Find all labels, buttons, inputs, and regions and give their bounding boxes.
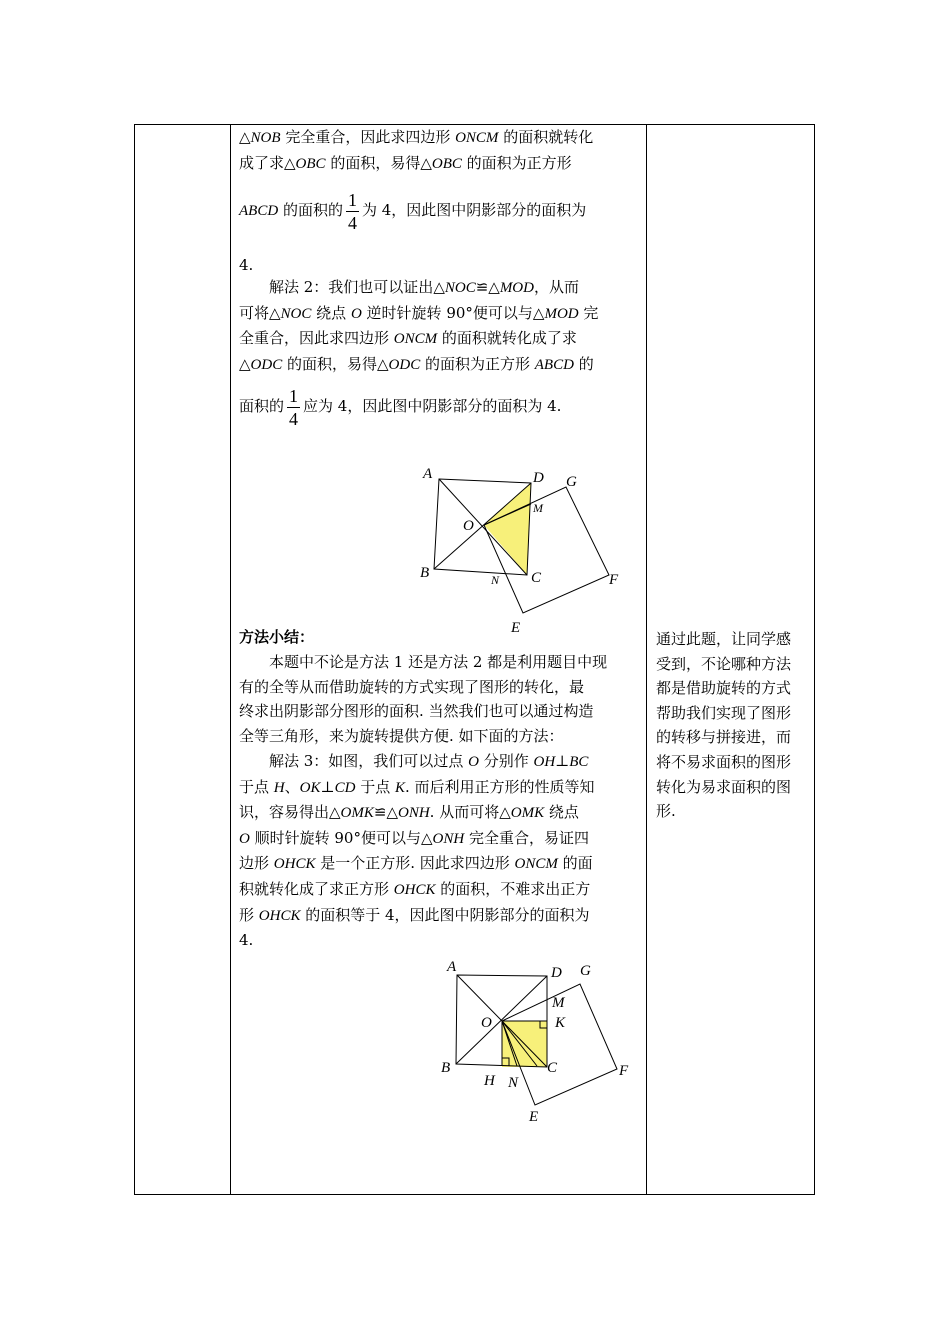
- teaching-note-column: [656, 627, 806, 824]
- text-line: 于点 H、OK⊥CD 于点 K. 而后利用正方形的性质等知: [239, 777, 595, 796]
- column-divider-1: [230, 125, 231, 1194]
- text-line: △ODC 的面积，易得△ODC 的面积为正方形 ABCD 的: [239, 354, 594, 373]
- label-b: B: [441, 1060, 451, 1076]
- geometry-figure-2: [419, 955, 639, 1125]
- text-line: 面积的 $\frac{1}{4}$ 应为 4，因此图中阴影部分的面积为 4.: [239, 385, 562, 429]
- solution-2: [239, 275, 647, 435]
- text-line: 成了求△OBC 的面积，易得△OBC 的面积为正方形: [239, 154, 572, 172]
- label-a: A: [447, 959, 457, 975]
- text-line: 积就转化成了求正方形 OHCK 的面积，不难求出正方: [239, 879, 591, 898]
- label-e: E: [511, 620, 521, 635]
- summary-text: [239, 650, 647, 748]
- label-o: O: [463, 518, 474, 534]
- text-line: 边形 OHCK 是一个正方形. 因此求四边形 ONCM 的面: [239, 854, 593, 873]
- label-f: F: [619, 1063, 629, 1079]
- square-oefg: [484, 487, 609, 613]
- text-line: 解法 3：如图，我们可以过点 O 分别作 OH⊥BC: [269, 752, 589, 770]
- label-a: A: [423, 466, 433, 482]
- text-line: 全重合，因此求四边形 ONCM 的面积就转化成了求: [239, 329, 577, 348]
- label-g: G: [566, 474, 577, 490]
- label-o: O: [481, 1015, 492, 1031]
- label-h: H: [484, 1073, 495, 1089]
- note-line: 受到，不论哪种方法: [656, 654, 792, 673]
- text-line: 全等三角形，来为旋转提供方便. 如下面的方法：: [239, 726, 564, 745]
- label-g: G: [580, 963, 591, 979]
- label-n: N: [508, 1075, 519, 1091]
- label-k: K: [555, 1015, 566, 1031]
- fraction: $\frac{1}{4}$: [289, 385, 299, 429]
- label-d: D: [551, 965, 562, 981]
- label-d: D: [533, 470, 544, 486]
- shaded-region: [484, 483, 531, 575]
- label-c: C: [531, 570, 542, 586]
- note-line: 帮助我们实现了图形: [656, 703, 792, 722]
- text-line: 解法 2：我们也可以证出△NOC≌△MOD，从而: [269, 278, 579, 296]
- geometry-figure-1: [409, 460, 629, 635]
- note-line: 都是借助旋转的方式: [656, 679, 792, 698]
- label-b: B: [420, 565, 430, 581]
- note-line: 形.: [656, 802, 676, 821]
- text-line: 终求出阴影部分图形的面积. 当然我们也可以通过构造: [239, 702, 594, 721]
- label-c: C: [547, 1060, 558, 1076]
- text-line: 4.: [239, 931, 254, 950]
- lesson-table: [134, 124, 815, 1195]
- text-line: 形 OHCK 的面积等于 4，因此图中阴影部分的面积为: [239, 905, 590, 924]
- label-f: F: [609, 572, 619, 588]
- text-line: 4.: [239, 256, 254, 274]
- text-line: △NOB 完全重合，因此求四边形 ONCM 的面积就转化: [239, 128, 594, 146]
- label-e: E: [529, 1109, 539, 1125]
- text-line: 本题中不论是方法 1 还是方法 2 都是利用题目中现: [269, 653, 608, 671]
- note-line: 的转移与拼接进，而: [656, 728, 792, 747]
- text-line: 可将△NOC 绕点 O 逆时针旋转 90°便可以与△MOD 完: [239, 303, 599, 322]
- solution-3: [239, 749, 647, 953]
- note-line: 转化为易求面积的图: [656, 777, 792, 796]
- text-line: 有的全等从而借助旋转的方式实现了图形的转化，最: [239, 677, 585, 696]
- fraction: $\frac{1}{4}$: [347, 189, 357, 233]
- summary-heading: 方法小结：: [239, 628, 315, 646]
- label-m: M: [533, 501, 543, 515]
- note-line: 将不易求面积的图形: [656, 752, 792, 771]
- text-line: ABCD 的面积的 $\frac{1}{4}$ 为 4，因此图中阴影部分的面积为: [239, 189, 587, 233]
- note-line: 通过此题，让同学感: [656, 630, 792, 648]
- label-n: N: [491, 573, 500, 587]
- text-line: 识，容易得出△OMK≌△ONH. 从而可将△OMK 绕点: [239, 803, 579, 822]
- label-m: M: [552, 995, 565, 1011]
- text-line: O 顺时针旋转 90°便可以与△ONH 完全重合，易证四: [239, 828, 589, 847]
